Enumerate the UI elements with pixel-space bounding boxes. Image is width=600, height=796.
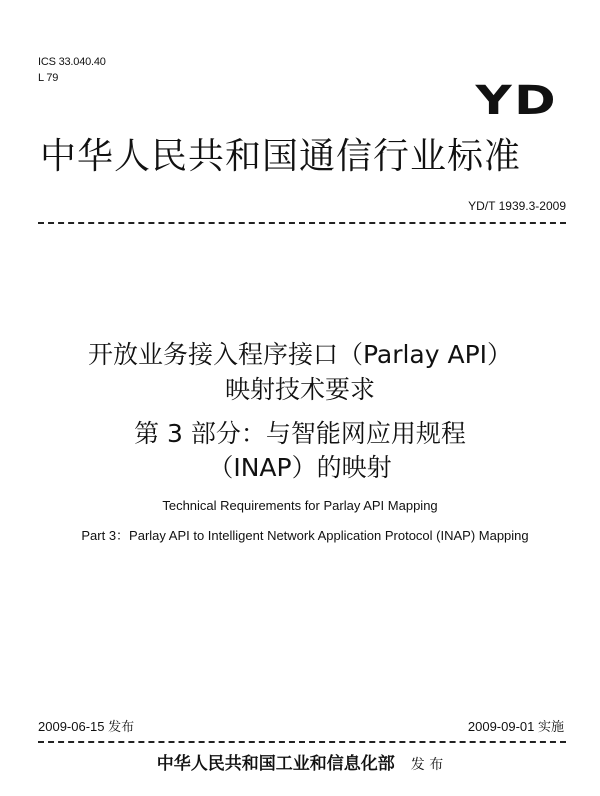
yd-logo: YD — [475, 78, 558, 124]
cn-title-line-3: 第 3 部分：与智能网应用规程 — [134, 419, 466, 448]
implementation-date: 2009-09-01 实施 — [467, 719, 564, 734]
bottom-divider — [38, 741, 566, 743]
cn-title-line-4: （INAP）的映射 — [208, 453, 392, 482]
top-divider — [38, 222, 566, 224]
en-title-line-2: Part 3：Parlay API to Intelligent Network Application Protocol (INAP) Mapping — [81, 528, 529, 543]
standard-number: YD/T 1939.3-2009 — [468, 199, 566, 213]
standard-title: 中华人民共和国通信行业标准 — [40, 136, 522, 177]
issue-date: 2009-06-15 发布 — [38, 719, 135, 734]
cn-title-line-2: 映射技术要求 — [224, 375, 375, 404]
classification-code: L 79 — [38, 72, 59, 84]
issuer-name: 中华人民共和国工业和信息化部 — [156, 754, 395, 774]
cn-title-line-1: 开放业务接入程序接口（Parlay API） — [87, 340, 513, 369]
issuer — [0, 749, 600, 774]
en-title-line-1: Technical Requirements for Parlay API Mapping — [162, 498, 438, 513]
ics-code: ICS 33.040.40 — [38, 56, 106, 68]
issuer-suffix: 发 布 — [410, 757, 444, 773]
